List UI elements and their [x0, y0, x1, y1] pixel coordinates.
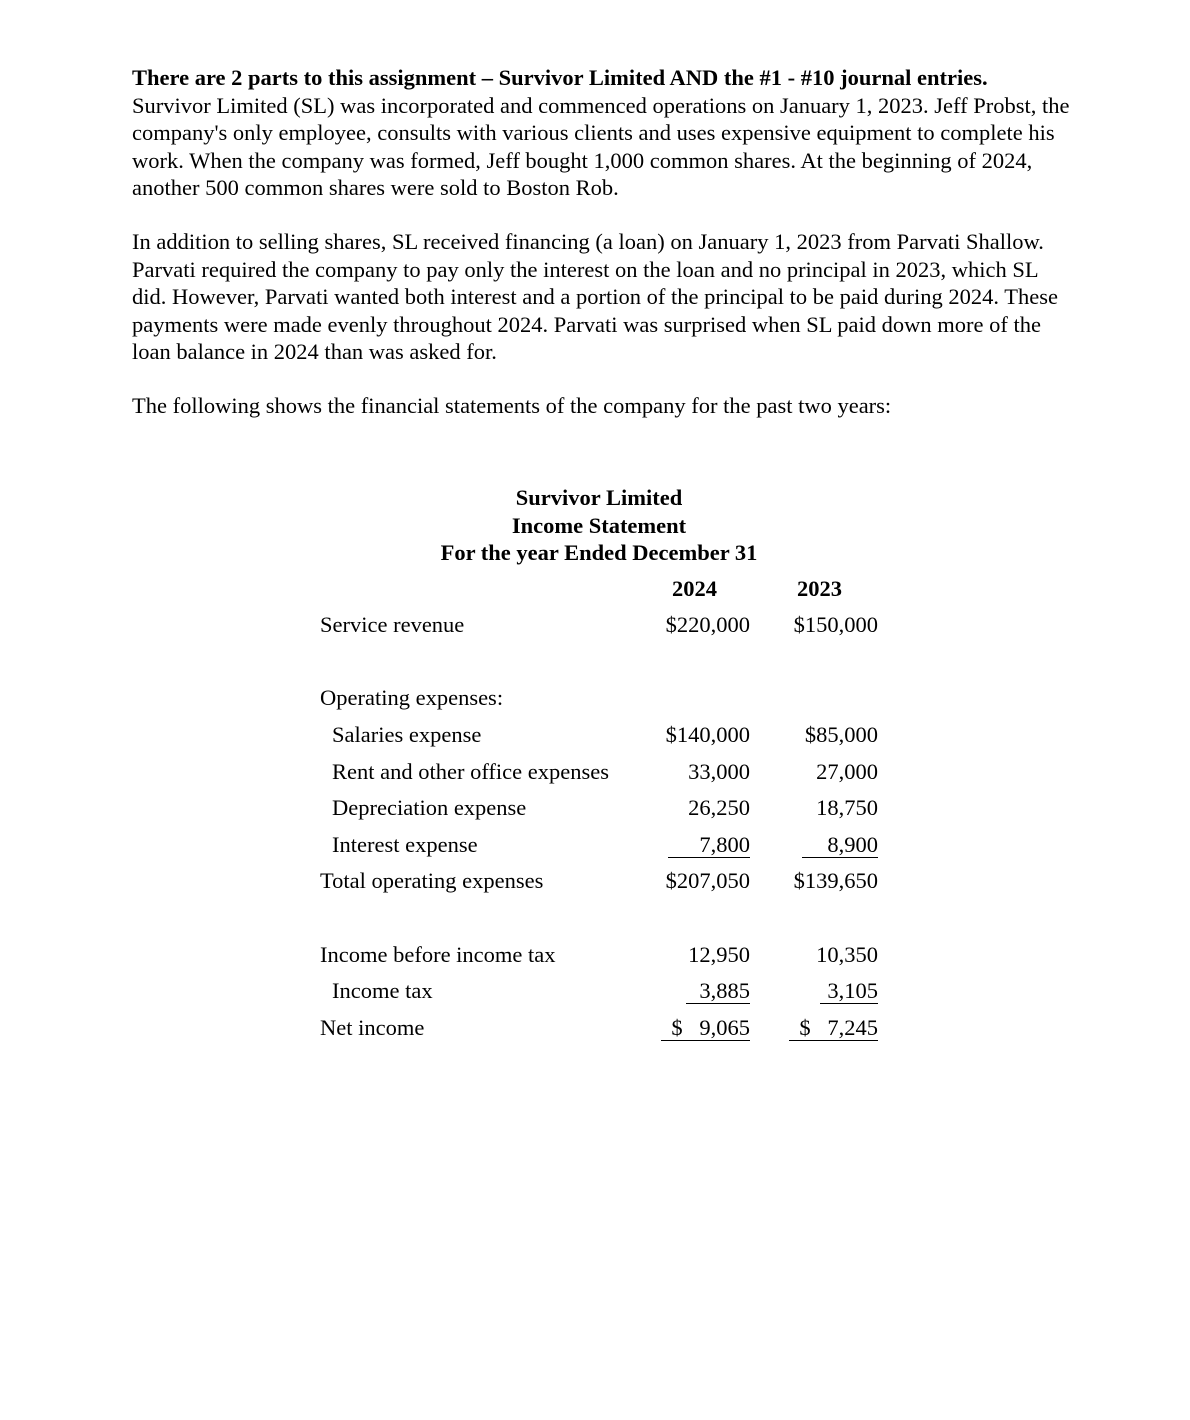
income-before-tax-label: Income before income tax	[320, 942, 556, 967]
statement-period: For the year Ended December 31	[440, 540, 758, 566]
column-header-2024: 2024	[672, 576, 717, 601]
total-operating-expenses-2023: $139,650	[793, 868, 878, 893]
total-operating-expenses-2024: $207,050	[665, 868, 750, 893]
intro-paragraph-3: The following shows the financial statements of the company for the past two years:	[132, 392, 892, 418]
assignment-intro	[132, 64, 1072, 420]
salaries-expense-label: Salaries expense	[332, 722, 482, 747]
income-before-tax-2024: 12,950	[688, 942, 750, 967]
interest-expense-2023: 8,900	[802, 834, 878, 858]
service-revenue-label: Service revenue	[320, 612, 465, 637]
rent-expense-label: Rent and other office expenses	[332, 759, 609, 784]
net-income-2023	[789, 1017, 878, 1041]
rent-expense-2023: 27,000	[816, 759, 878, 784]
salaries-expense-2024: $140,000	[665, 722, 750, 747]
income-before-tax-2023: 10,350	[816, 942, 878, 967]
total-operating-expenses-label: Total operating expenses	[320, 868, 544, 893]
net-income-2024	[661, 1017, 750, 1041]
statement-company-name: Survivor Limited	[515, 485, 683, 510]
depreciation-expense-2023: 18,750	[816, 795, 878, 820]
intro-paragraph-1-text: Survivor Limited (SL) was incorporated and commenced operations on January 1, 2023. Jeff Probst, the company's only employee, consults with various clients and uses expensive equipment to complete his work. When the company was formed, Jeff bought 1,000 common shares. At the beginning of 2024, another 500 common shares were sold to Boston Rob.	[132, 92, 1070, 201]
statement-title: Income Statement	[511, 512, 687, 538]
income-tax-2023: 3,105	[820, 980, 878, 1004]
interest-expense-2024: 7,800	[668, 834, 750, 858]
income-tax-label: Income tax	[332, 978, 433, 1003]
income-tax-2024: 3,885	[686, 980, 750, 1004]
net-income-2023-value: 7,245	[827, 1015, 878, 1040]
column-header-2023: 2023	[797, 576, 842, 601]
net-income-label: Net income	[320, 1015, 425, 1040]
depreciation-expense-label: Depreciation expense	[332, 795, 527, 820]
operating-expenses-label: Operating expenses:	[320, 685, 504, 710]
intro-paragraph-2: In addition to selling shares, SL received financing (a loan) on January 1, 2023 from Parvati Shallow. Parvati required the company to pay only the interest on the loan and no principal in 2023, which SL did. However, Parvati wanted both interest and a portion of the principal to be paid during 2024. These payments were made evenly throughout 2024. Parvati was surprised when SL paid down more of the loan balance in 2024 than was asked for.	[132, 228, 1058, 365]
depreciation-expense-2024: 26,250	[688, 795, 750, 820]
net-income-2023-dollar-sign: $	[799, 1015, 811, 1040]
net-income-2024-value: 9,065	[699, 1015, 750, 1040]
service-revenue-2024: $220,000	[665, 612, 750, 637]
salaries-expense-2023: $85,000	[804, 722, 878, 747]
rent-expense-2024: 33,000	[688, 759, 750, 784]
assignment-heading: There are 2 parts to this assignment – Survivor Limited AND the #1 - #10 journal entries.	[132, 65, 988, 90]
intro-paragraph-1	[132, 64, 1072, 202]
interest-expense-label: Interest expense	[332, 832, 478, 857]
service-revenue-2023: $150,000	[793, 612, 878, 637]
net-income-2024-dollar-sign: $	[671, 1015, 683, 1040]
